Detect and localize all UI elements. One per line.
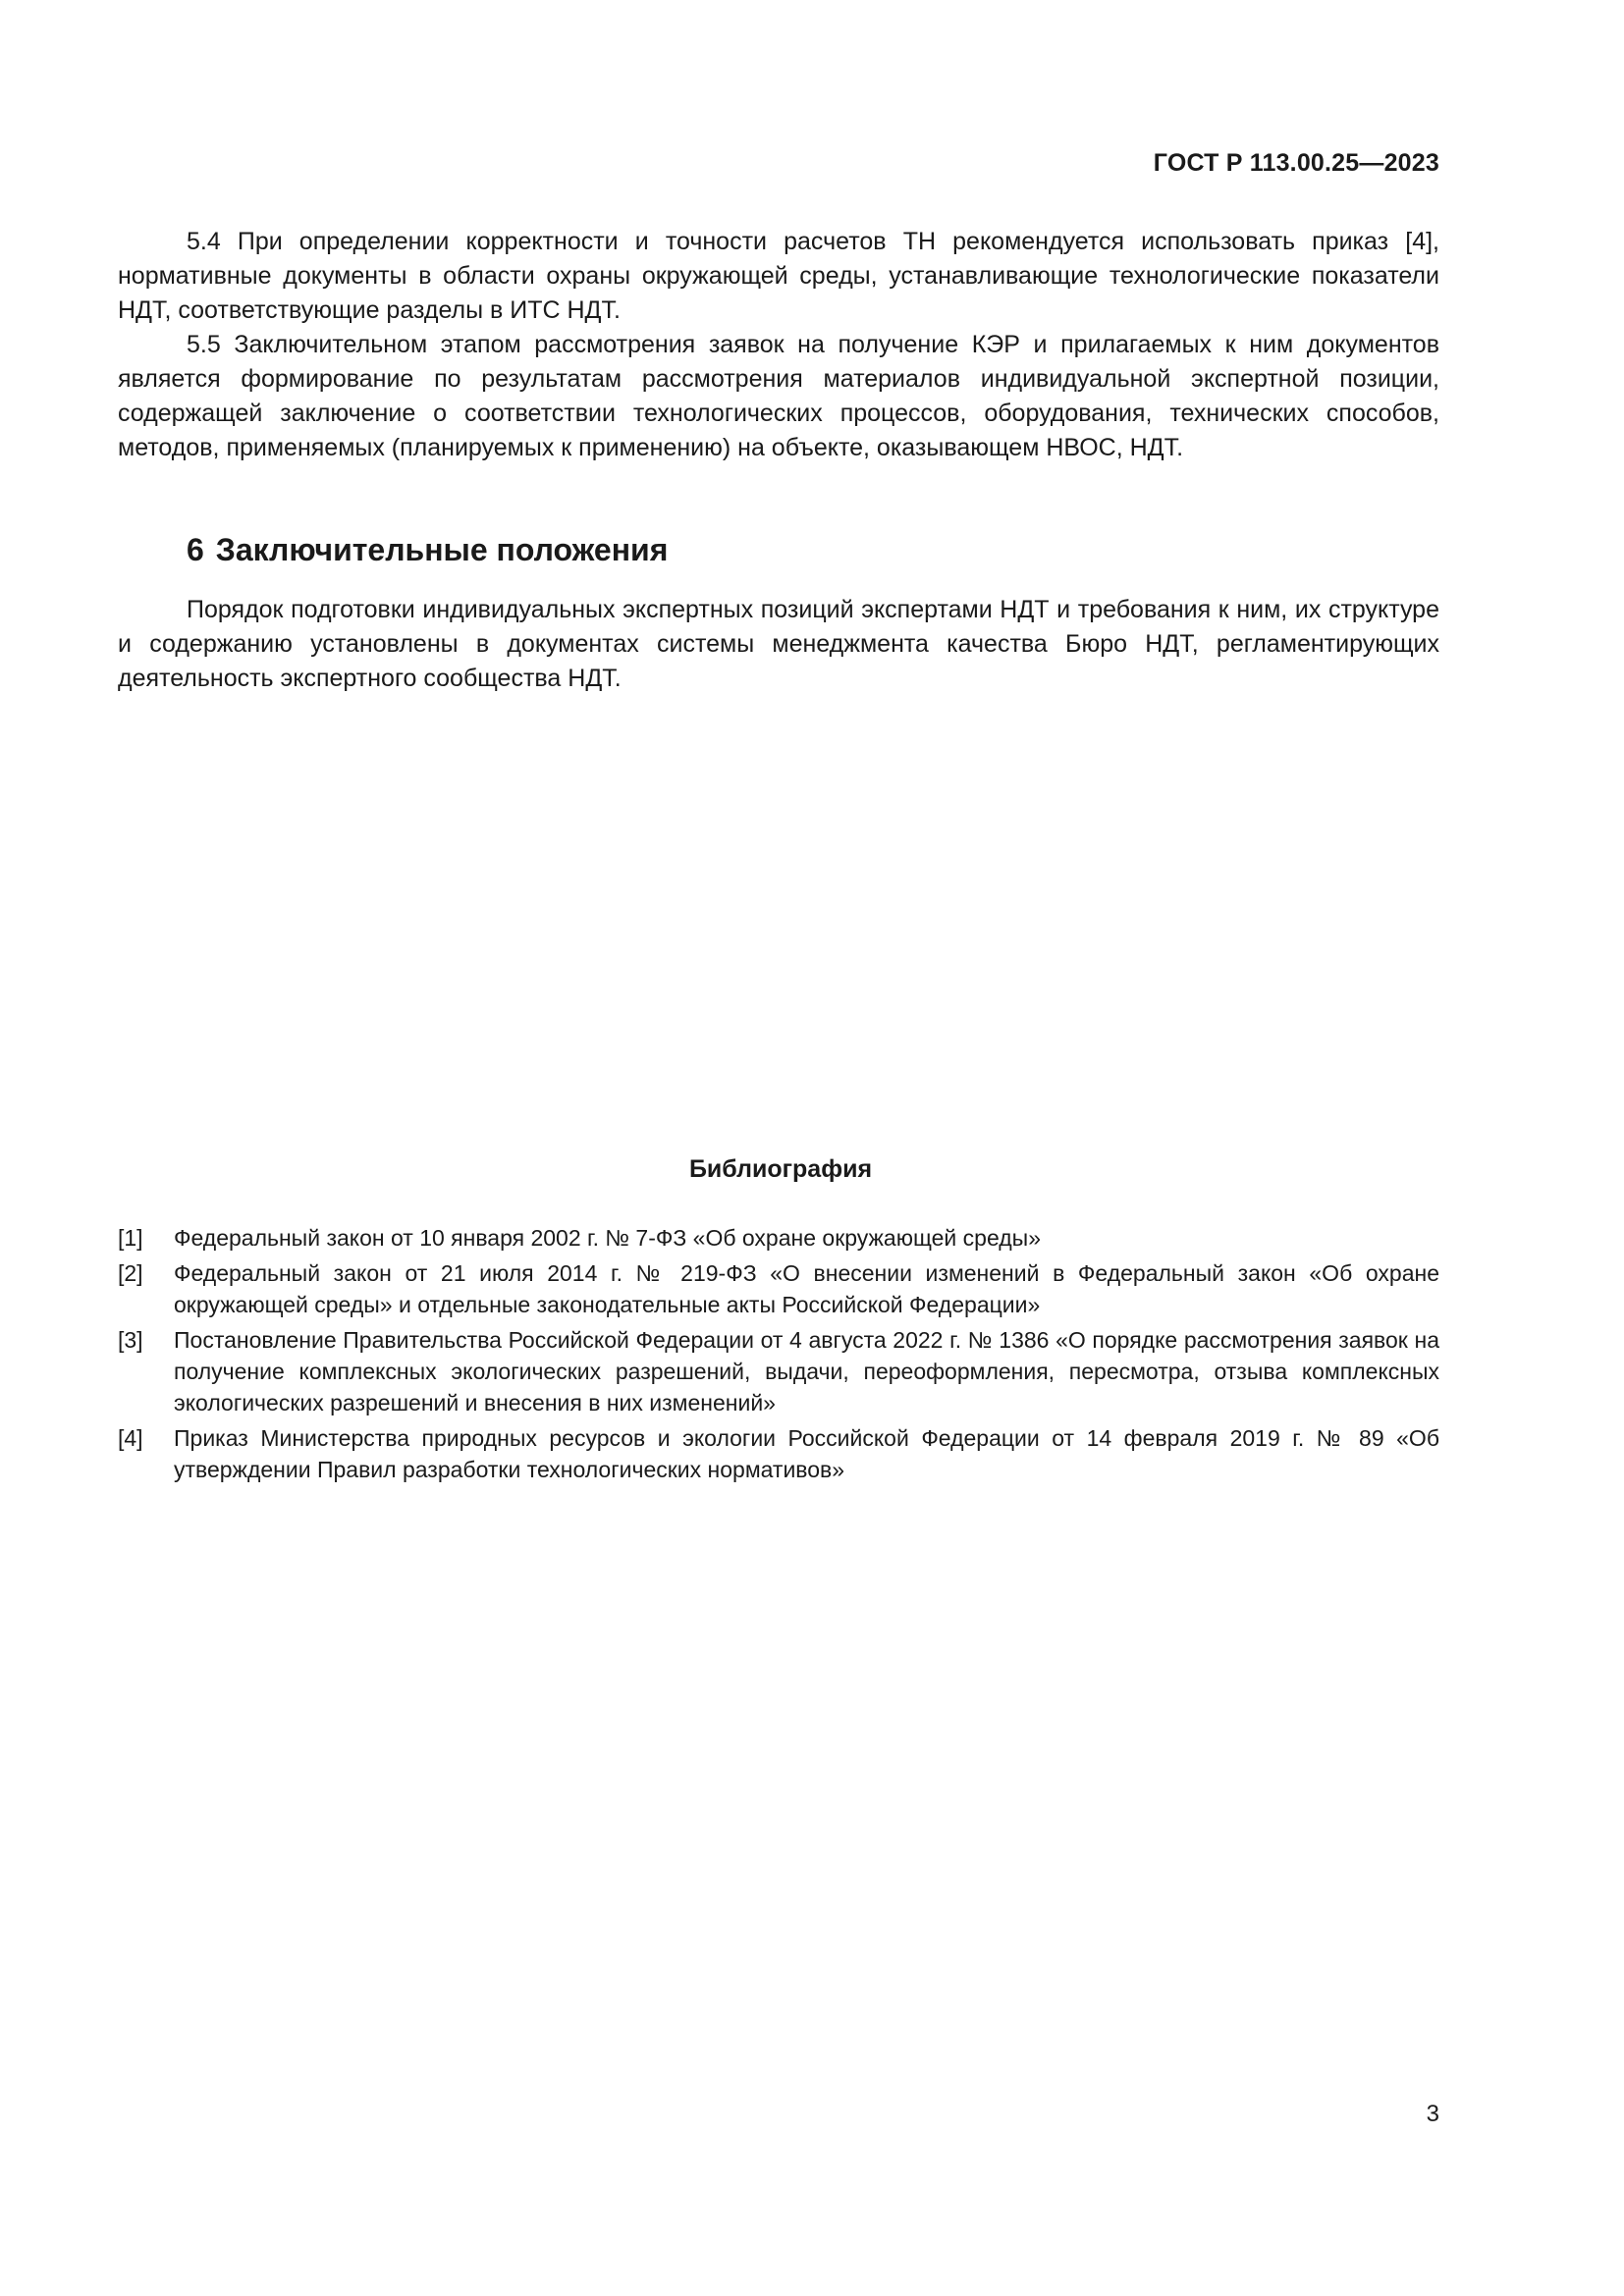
- bibliography-title: Библиография: [688, 1155, 873, 1183]
- bibliography-item-text: Приказ Министерства природных ресурсов и экологии Российской Федерации от 14 февраля 2019 г. № 89 «Об утверждении Правил разработки технологических нормативов»: [174, 1425, 1439, 1482]
- bibliography-item: [118, 1422, 1439, 1485]
- bibliography-item-number: [2]: [118, 1260, 143, 1286]
- bibliography-item: [118, 1324, 1439, 1418]
- bibliography-item-number: [4]: [118, 1425, 143, 1451]
- bibliography-item-text: Федеральный закон от 21 июля 2014 г. № 219-ФЗ «О внесении изменений в Федеральный закон «Об охране окружающей среды» и отдельные законодательные акты Российской Федерации»: [174, 1260, 1439, 1317]
- section-6-title: Заключительные положения: [215, 532, 669, 567]
- section-5-body: [118, 225, 1439, 465]
- paragraph-5-4: 5.4 При определении корректности и точности расчетов ТН рекомендуется использовать приказ [4], нормативные документы в области охраны окружающей среды, устанавливающие технологические показатели НДТ, соответствующие разделы в ИТС НДТ.: [118, 228, 1439, 324]
- section-6-heading: [187, 532, 668, 568]
- bibliography-item-number: [3]: [118, 1327, 143, 1353]
- page-number: 3: [1426, 2101, 1439, 2127]
- bibliography-item-text: Федеральный закон от 10 января 2002 г. № 7-ФЗ «Об охране окружающей среды»: [174, 1225, 1041, 1251]
- bibliography-list: [118, 1222, 1439, 1489]
- bibliography-item: [118, 1257, 1439, 1320]
- paragraph-5-5: 5.5 Заключительном этапом рассмотрения заявок на получение КЭР и прилагаемых к ним документов является формирование по результатам рассмотрения материалов индивидуальной экспертной позиции, содержащей заключение о соответствии технологических процессов, оборудования, технических способов, методов, применяемых (планируемых к применению) на объекте, оказывающем НВОС, НДТ.: [118, 331, 1439, 461]
- paragraph-6: Порядок подготовки индивидуальных экспертных позиций экспертами НДТ и требования к ним, их структуре и содержанию установлены в документах системы менеджмента качества Бюро НДТ, регламентирующих деятельность экспертного сообщества НДТ.: [118, 596, 1439, 692]
- document-code-header: ГОСТ Р 113.00.25—2023: [1153, 149, 1439, 177]
- section-6-number: 6: [187, 532, 204, 567]
- bibliography-item-number: [1]: [118, 1225, 143, 1251]
- section-6-body: [118, 593, 1439, 696]
- bibliography-item-text: Постановление Правительства Российской Федерации от 4 августа 2022 г. № 1386 «О порядке рассмотрения заявок на получение комплексных экологических разрешений, выдачи, переоформления, пересмотра, отзыва комплексных экологических разрешений и внесения в них изменений»: [174, 1327, 1439, 1415]
- bibliography-item: [118, 1222, 1439, 1254]
